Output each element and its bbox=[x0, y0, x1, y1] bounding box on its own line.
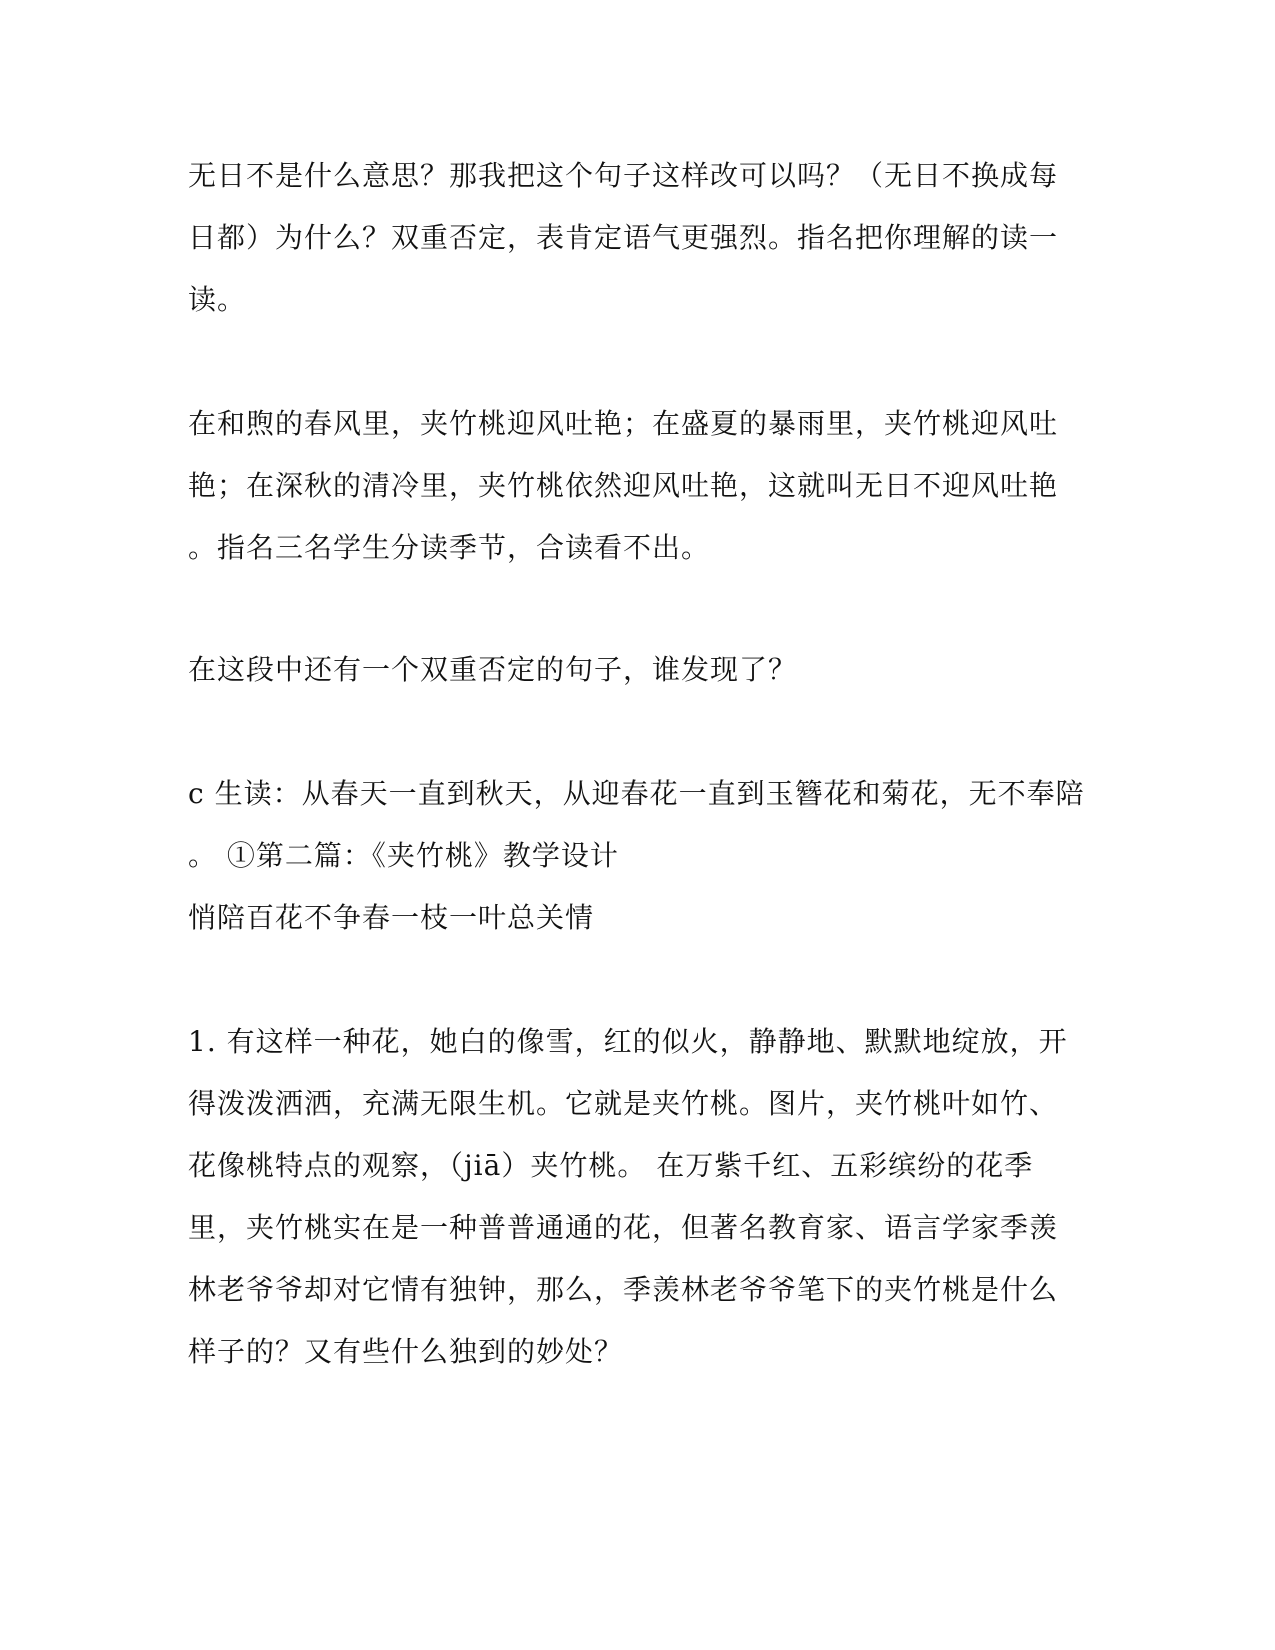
text-line: 读。 bbox=[188, 283, 247, 316]
text-line: 在和煦的春风里，夹竹桃迎风吐艳；在盛夏的暴雨里，夹竹桃迎风吐 bbox=[188, 407, 1059, 440]
text-line: 无日不是什么意思？那我把这个句子这样改可以吗？（无日不换成每 bbox=[188, 159, 1059, 192]
text-line: 。指名三名学生分读季节，合读看不出。 bbox=[188, 531, 711, 564]
text-line: 。 ①第二篇：《夹竹桃》教学设计 bbox=[188, 839, 619, 872]
text-line: 在这段中还有一个双重否定的句子，谁发现了？ bbox=[188, 653, 798, 686]
text-line: 里，夹竹桃实在是一种普普通通的花，但著名教育家、语言学家季羡 bbox=[188, 1211, 1059, 1244]
text-line: 花像桃特点的观察，（jiā）夹竹桃。 在万紫千红、五彩缤纷的花季 bbox=[188, 1149, 1034, 1182]
text-line: 悄陪百花不争春一枝一叶总关情 bbox=[188, 901, 595, 934]
text-line: 得泼泼洒洒，充满无限生机。它就是夹竹桃。图片，夹竹桃叶如竹、 bbox=[188, 1087, 1059, 1120]
text-line: 艳；在深秋的清冷里，夹竹桃依然迎风吐艳，这就叫无日不迎风吐艳 bbox=[188, 469, 1059, 502]
text-line: c 生读：从春天一直到秋天，从迎春花一直到玉簪花和菊花，无不奉陪 bbox=[188, 777, 1085, 810]
text-line: 日都）为什么？双重否定，表肯定语气更强烈。指名把你理解的读一 bbox=[188, 221, 1059, 254]
text-line: 1. 有这样一种花，她白的像雪，红的似火，静静地、默默地绽放，开 bbox=[188, 1025, 1068, 1058]
text-line: 样子的？又有些什么独到的妙处？ bbox=[188, 1335, 624, 1368]
text-line: 林老爷爷却对它情有独钟，那么，季羡林老爷爷笔下的夹竹桃是什么 bbox=[188, 1273, 1059, 1306]
